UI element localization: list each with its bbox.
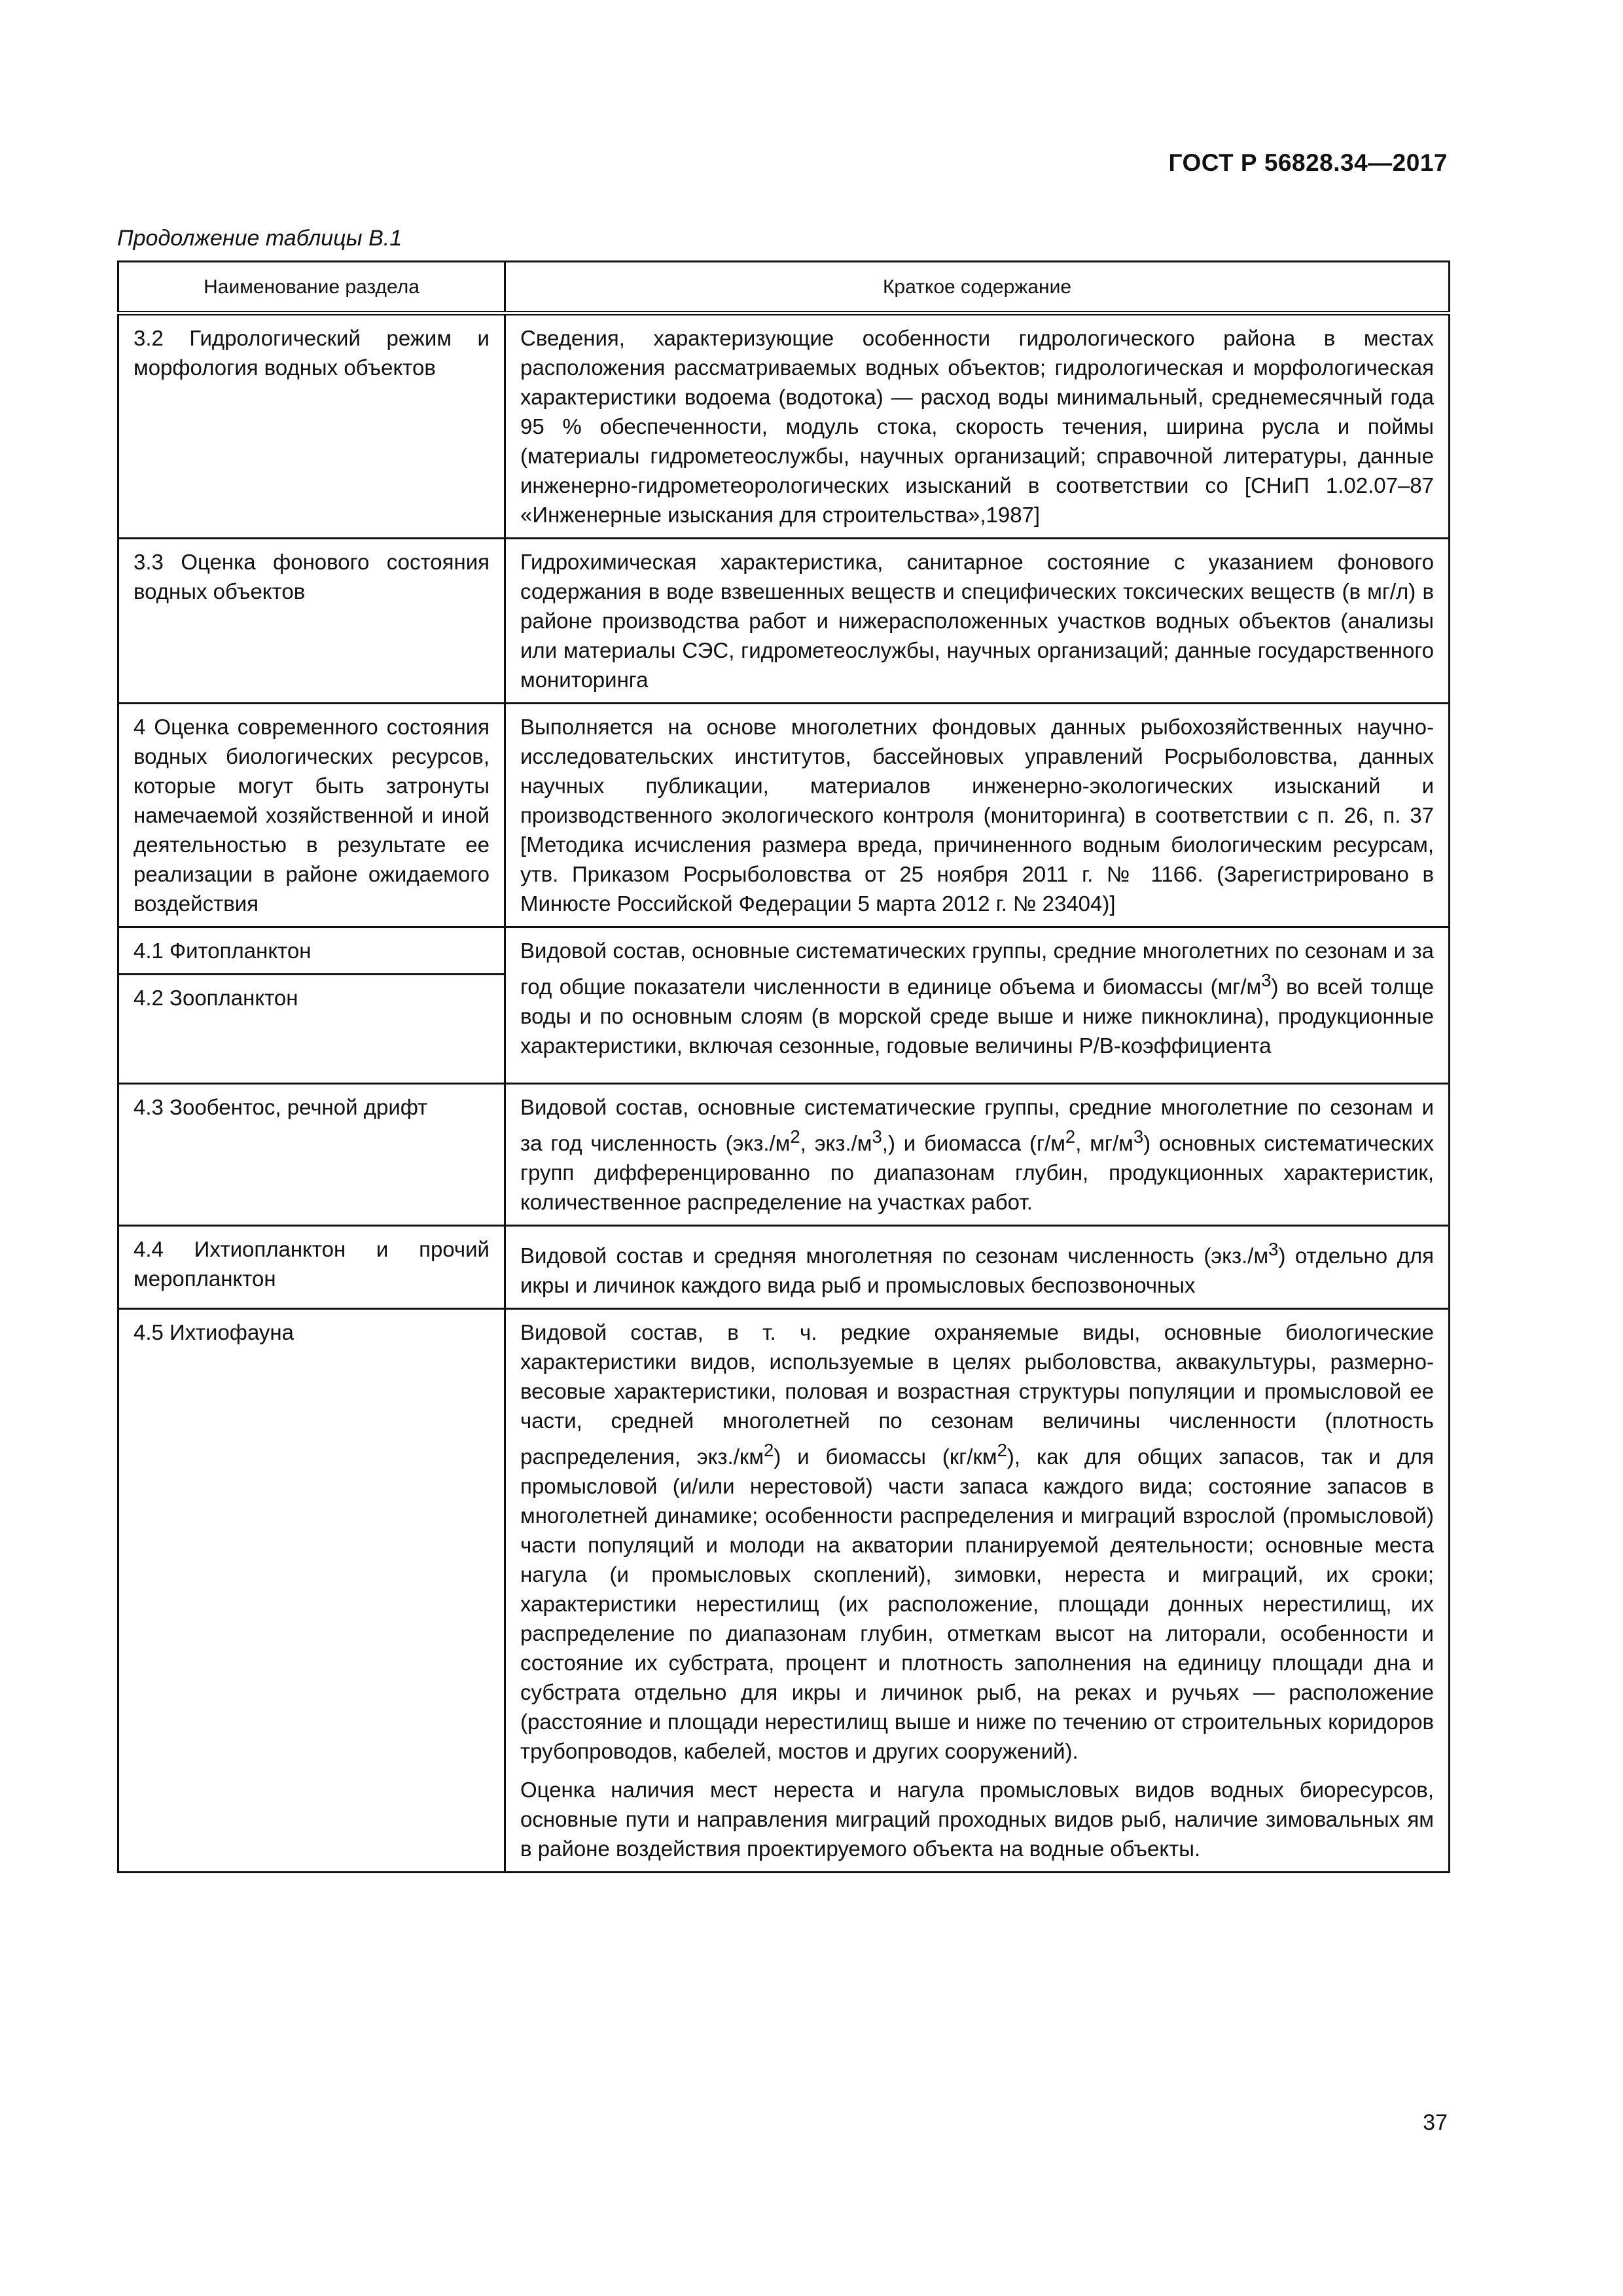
section-content bbox=[505, 1309, 1450, 1873]
column-header-section: Наименование раздела bbox=[118, 262, 505, 314]
content-text: Видовой состав, основные систематических группы, средние многолетних по сезонам и за год общие показатели численности в единице объема и биомассы (мг/м bbox=[520, 939, 1434, 999]
superscript: 3 bbox=[1261, 970, 1272, 990]
content-text: ), как для общих запасов, так и для промысловой (и/или нерестовой) части запаса каждого вида; состояние запасов в многолетней динамике; особенности распределения и миграций взрослой (промысловой) части популяций и молоди на акватории планируемой деятельности; основные места нагула (и промысловых скоплений), зимовки, нереста и миграций, их сроки; характеристики нерестилищ (их расположение, площади донных нерестилищ, их распределение по диапазонам глубин, отметкам высот на литорали, особенности и состояние их субстрата, процент и плотность заполнения на единицу площади дна и субстрата отдельно для икры и личинок рыб, на реках и ручьях — расположение (расстояние и площади нерестилищ выше и ниже по течению от строительных коридоров трубопроводов, кабелей, мостов и других сооружений). bbox=[520, 1444, 1434, 1763]
section-name: 4 Оценка современного состояния водных биологических ресурсов, которые могут быть затронуты намечаемой хозяйственной и иной деятельностью в результате ее реализации в районе ожидаемого воздействия bbox=[118, 704, 505, 927]
content-text: , мг/м bbox=[1075, 1131, 1133, 1155]
section-name: 4.5 Ихтиофауна bbox=[118, 1309, 505, 1873]
column-header-content: Краткое содержание bbox=[505, 262, 1450, 314]
superscript: 2 bbox=[790, 1126, 800, 1147]
section-name: 4.3 Зообентос, речной дрифт bbox=[118, 1084, 505, 1226]
content-text: Видовой состав, в т. ч. редкие охраняемые виды, основные биологические характеристики видов, используемые в целях рыболовства, аквакультуры, размерно-весовые характеристики, половая и возрастная структуры популяции и промысловой ее части, средней многолетней по сезонам величины численности (плотность распределения, экз./км bbox=[520, 1320, 1434, 1469]
superscript: 3 bbox=[1268, 1239, 1279, 1259]
content-paragraph bbox=[520, 1318, 1434, 1766]
table-row bbox=[118, 704, 1450, 927]
superscript: 2 bbox=[1065, 1126, 1076, 1147]
section-content bbox=[505, 927, 1450, 1084]
content-text: ) основных систематических групп дифференцированно по диапазонам глубин, продукционных характеристик, количественное распределение на участках работ. bbox=[520, 1131, 1435, 1214]
content-text: ) отдельно для икры и личинок каждого вида рыб и промысловых беспозвоночных bbox=[520, 1244, 1434, 1297]
section-content bbox=[505, 1084, 1450, 1226]
section-name: 3.2 Гидрологический режим и морфология водных объектов bbox=[118, 314, 505, 539]
content-text: ,) и биомасса (г/м bbox=[882, 1131, 1065, 1155]
page-number: 37 bbox=[1423, 2110, 1448, 2135]
content-paragraph: Оценка наличия мест нереста и нагула промысловых видов водных биоресурсов, основные пути и направления миграций проходных видов рыб, наличие зимовальных ям в районе воздействия проектируемого объекта на водные объекты. bbox=[520, 1778, 1434, 1861]
section-name: 4.2 Зоопланктон bbox=[118, 975, 505, 1084]
document-code: ГОСТ Р 56828.34—2017 bbox=[1168, 149, 1448, 176]
content-table bbox=[117, 260, 1450, 1873]
table-row bbox=[118, 314, 1450, 539]
superscript: 3 bbox=[872, 1126, 882, 1147]
section-content: Выполняется на основе многолетних фондовых данных рыбохозяйственных научно-исследовательских институтов, бассейновых управлений Росрыболовства, данных научных публикации, материалов инженерно-экологических изысканий и производственного экологического контроля (мониторинга) в соответствии с п. 26, п. 37 [Методика исчисления размера вреда, причиненного водным биологическим ресурсам, утв. Приказом Росрыболовства от 25 ноября 2011 г. № 1166. (Зарегистрировано в Минюсте Российской Федерации 5 марта 2012 г. № 23404)] bbox=[505, 704, 1450, 927]
superscript: 2 bbox=[997, 1440, 1007, 1460]
table-caption: Продолжение таблицы В.1 bbox=[117, 226, 402, 251]
table-row bbox=[118, 927, 1450, 975]
content-text: ) во всей толще воды и по основным слоям (в морской среде выше и ниже пикноклина), продукционные характеристики, включая сезонные, годовые величины P/B-коэффициента bbox=[520, 975, 1434, 1058]
content-text: Видовой состав и средняя многолетняя по сезонам численность (экз./м bbox=[520, 1244, 1269, 1268]
section-content bbox=[505, 1226, 1450, 1309]
superscript: 2 bbox=[764, 1440, 774, 1460]
table-row bbox=[118, 539, 1450, 704]
superscript: 3 bbox=[1133, 1126, 1144, 1147]
section-content: Сведения, характеризующие особенности гидрологического района в местах расположения рассматриваемых водных объектов; гидрологическая и морфологическая характеристики водоема (водотока) — расход воды минимальный, среднемесячный года 95 % обеспеченности, модуль стока, скорость течения, ширина русла и поймы (материалы гидрометеослужбы, научных организаций; справочной литературы, данные инженерно-гидрометеорологических изысканий в соответствии со [СНиП 1.02.07–87 «Инженерные изыскания для строительства»,1987] bbox=[505, 314, 1450, 539]
content-text: ) и биомассы (кг/км bbox=[774, 1444, 997, 1469]
table-header-row bbox=[118, 262, 1450, 314]
section-name: 4.4 Ихтиопланктон и прочий меропланктон bbox=[118, 1226, 505, 1309]
table-row bbox=[118, 1226, 1450, 1309]
section-name: 3.3 Оценка фонового состояния водных объектов bbox=[118, 539, 505, 704]
content-text: Видовой состав, основные систематические группы, средние многолетние по сезонам и за год численность (экз./м bbox=[520, 1095, 1434, 1155]
content-text: , экз./м bbox=[800, 1131, 872, 1155]
table-row bbox=[118, 1309, 1450, 1873]
section-content: Гидрохимическая характеристика, санитарное состояние с указанием фонового содержания в воде взвешенных веществ и специфических токсических веществ (в мг/л) в районе производства работ и нижерасположенных участков водных объектов (анализы или материалы СЭС, гидрометеослужбы, научных организаций; данные государственного мониторинга bbox=[505, 539, 1450, 704]
section-name: 4.1 Фитопланктон bbox=[118, 927, 505, 975]
table-row bbox=[118, 1084, 1450, 1226]
